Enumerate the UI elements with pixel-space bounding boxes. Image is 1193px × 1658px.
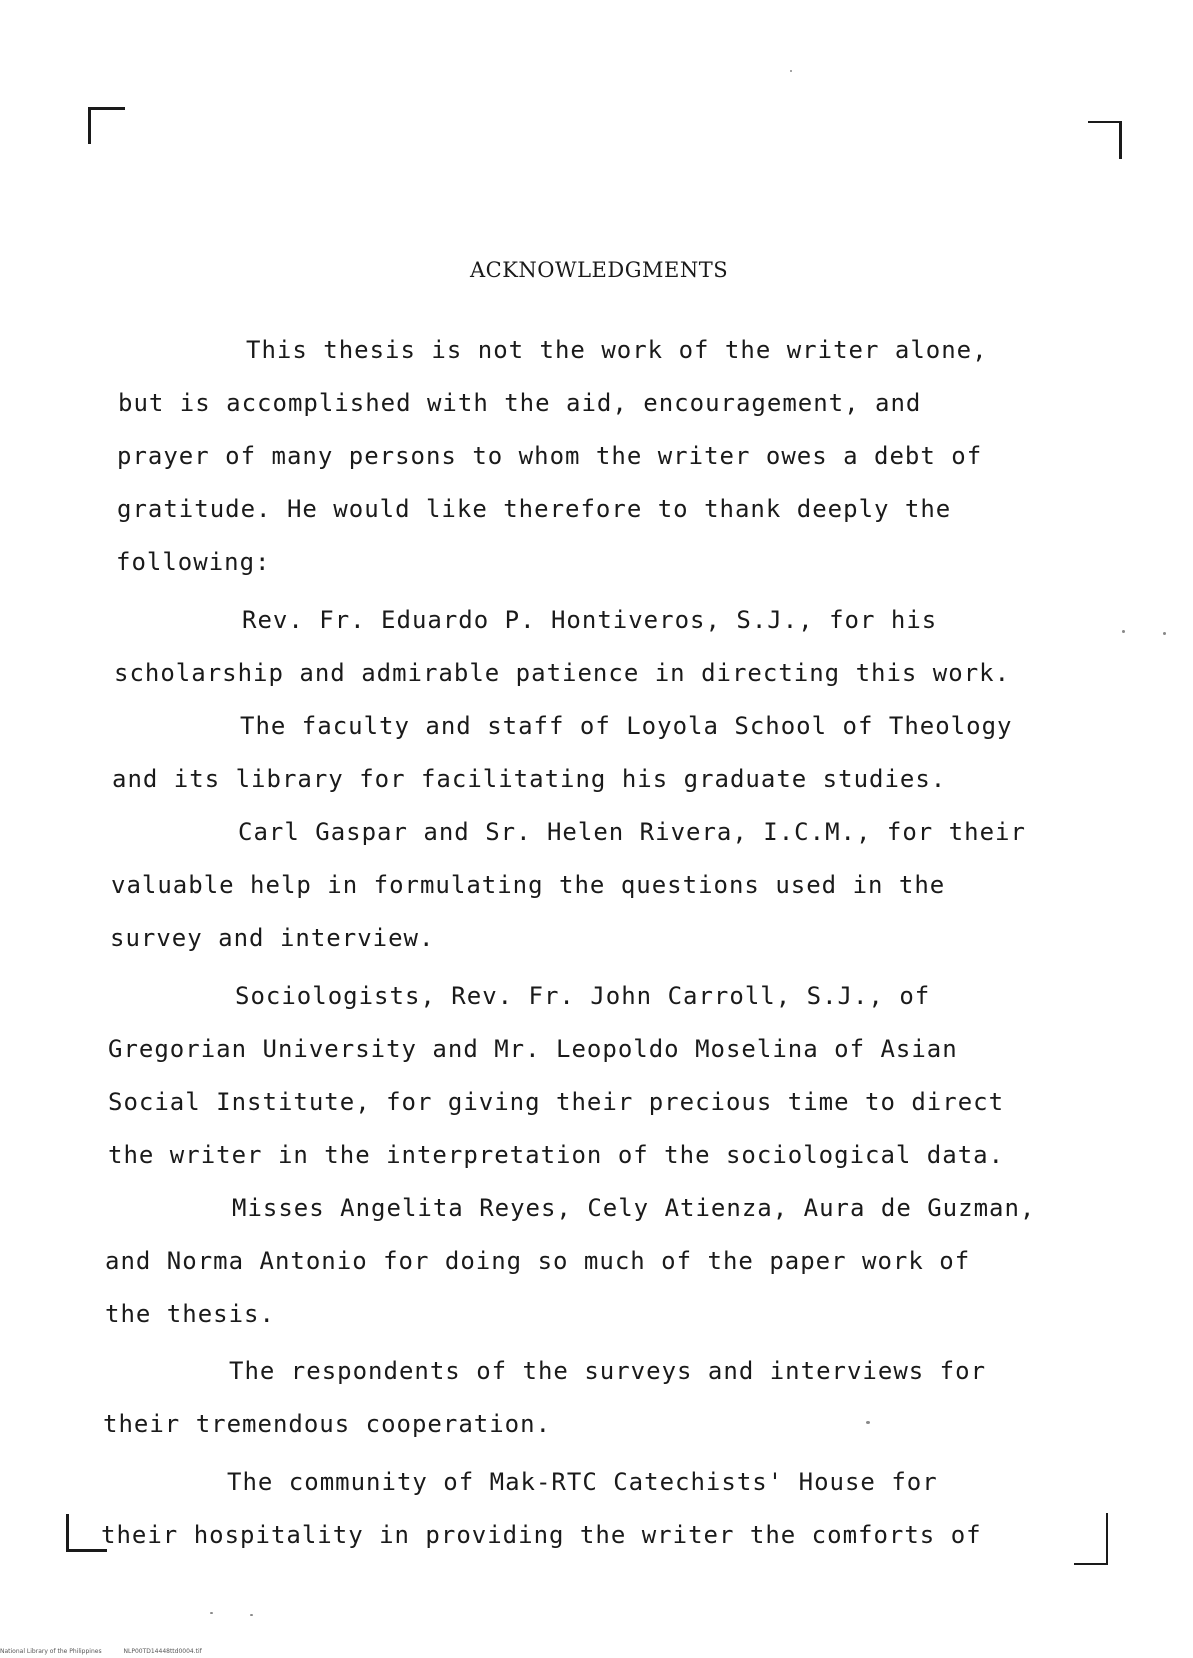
text-line: Gregorian University and Mr. Leopoldo Moselina of Asian	[108, 1035, 958, 1063]
crop-mark-top-left	[88, 107, 125, 144]
scan-speck	[250, 1614, 253, 1616]
text-line: The community of Mak-RTC Catechists' House for	[227, 1468, 938, 1496]
text-line: scholarship and admirable patience in directing this work.	[114, 659, 1011, 687]
text-line: prayer of many persons to whom the writer owes a debt of	[117, 442, 983, 470]
text-line: The faculty and staff of Loyola School of Theology	[240, 712, 1013, 740]
text-line: Social Institute, for giving their precious time to direct	[108, 1088, 1005, 1116]
crop-mark-bottom-right	[1074, 1513, 1108, 1565]
footer-library: National Library of the Philippines	[0, 1648, 102, 1655]
scan-footer	[0, 1648, 222, 1655]
text-line: Rev. Fr. Eduardo P. Hontiveros, S.J., for his	[242, 606, 938, 634]
scan-speck	[790, 70, 792, 72]
text-line: The respondents of the surveys and interviews for	[229, 1357, 987, 1385]
footer-file: NLP00TD14448ttd0004.tif	[123, 1648, 202, 1655]
page-title: ACKNOWLEDGMENTS	[470, 258, 729, 282]
text-line: but is accomplished with the aid, encouragement, and	[118, 389, 922, 417]
crop-mark-top-right	[1088, 121, 1122, 159]
text-line: This thesis is not the work of the writer alone,	[246, 336, 988, 364]
text-line: the writer in the interpretation of the sociological data.	[108, 1141, 1005, 1169]
text-line: Sociologists, Rev. Fr. John Carroll, S.J., of	[235, 982, 931, 1010]
text-line: survey and interview.	[110, 924, 435, 952]
scan-speck	[210, 1612, 213, 1614]
text-line: their tremendous cooperation.	[103, 1410, 552, 1438]
text-line: Carl Gaspar and Sr. Helen Rivera, I.C.M., for their	[238, 818, 1026, 846]
text-line: their hospitality in providing the writer the comforts of	[101, 1521, 982, 1549]
text-line: valuable help in formulating the questions used in the	[111, 871, 946, 899]
text-line: Misses Angelita Reyes, Cely Atienza, Aura de Guzman,	[232, 1194, 1036, 1222]
text-line: the thesis.	[105, 1300, 275, 1328]
text-line: and its library for facilitating his graduate studies.	[112, 765, 947, 793]
scan-speck	[1163, 632, 1166, 635]
text-line: following:	[116, 548, 271, 576]
scan-speck	[1122, 630, 1125, 633]
text-line: gratitude. He would like therefore to thank deeply the	[117, 495, 952, 523]
scan-speck	[866, 1421, 870, 1424]
text-line: and Norma Antonio for doing so much of the paper work of	[105, 1247, 971, 1275]
